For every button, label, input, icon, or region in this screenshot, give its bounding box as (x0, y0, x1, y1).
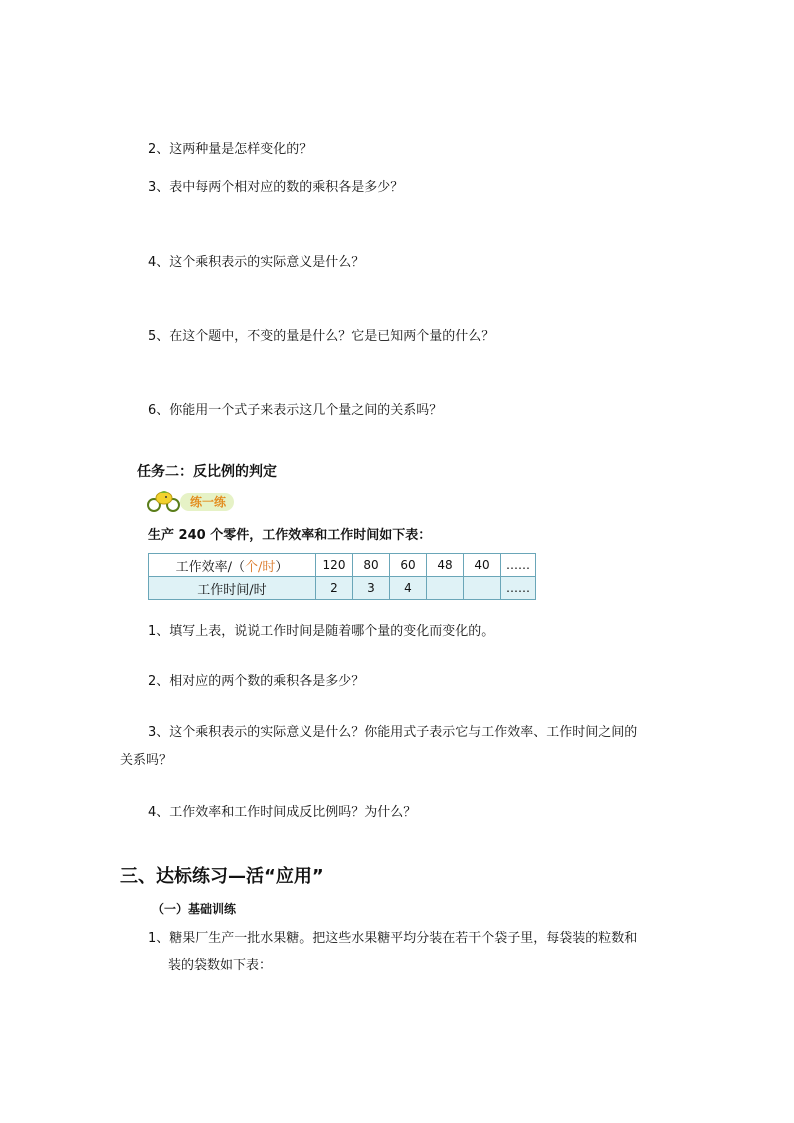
section-3-title: 三、达标练习—活“应用” (120, 866, 324, 887)
task2-question-1: 1、填写上表，说说工作时间是随着哪个量的变化而变化的。 (148, 624, 495, 639)
table-cell-empty (464, 577, 501, 600)
task2-title: 任务二：反比例的判定 (137, 464, 277, 480)
table-cell: …… (501, 577, 536, 600)
question-6: 6、你能用一个式子来表示这几个量之间的关系吗？ (148, 403, 443, 418)
question-5: 5、在这个题中，不变的量是什么？它是已知两个量的什么？ (148, 329, 495, 344)
task2-question-3-cont: 关系吗？ (120, 753, 173, 768)
table-cell: 2 (316, 577, 353, 600)
section3-question-1: 1、糖果厂生产一批水果糖。把这些水果糖平均分装在若干个袋子里，每袋装的粒数和 (148, 931, 638, 946)
bicycle-fruit-icon (146, 490, 182, 512)
table-cell-empty (427, 577, 464, 600)
row-header-efficiency: 工作效率/（个/时） (149, 554, 316, 577)
table-cell: 60 (390, 554, 427, 577)
table-cell: 3 (353, 577, 390, 600)
row-header-time: 工作时间/时 (149, 577, 316, 600)
problem-intro: 生产 240 个零件，工作效率和工作时间如下表： (148, 528, 432, 543)
work-table (148, 553, 536, 600)
section3-question-1-cont: 装的袋数如下表： (168, 958, 273, 973)
task2-question-2: 2、相对应的两个数的乘积各是多少？ (148, 674, 365, 689)
table-cell: 120 (316, 554, 353, 577)
table-row (149, 554, 536, 577)
basic-training-title: （一）基础训练 (152, 902, 237, 916)
practice-label: 练一练 (180, 493, 234, 511)
question-3: 3、表中每两个相对应的数的乘积各是多少？ (148, 180, 404, 195)
table-cell: 40 (464, 554, 501, 577)
task2-question-4: 4、工作效率和工作时间成反比例吗？为什么？ (148, 805, 417, 820)
practice-badge (146, 488, 242, 514)
task2-question-3: 3、这个乘积表示的实际意义是什么？你能用式子表示它与工作效率、工作时间之间的 (148, 725, 638, 740)
table-cell: 48 (427, 554, 464, 577)
table-row (149, 577, 536, 600)
table-cell: 80 (353, 554, 390, 577)
table-cell: …… (501, 554, 536, 577)
unit-label: 个/时 (244, 559, 276, 575)
question-2: 2、这两种量是怎样变化的？ (148, 142, 313, 157)
question-4: 4、这个乘积表示的实际意义是什么？ (148, 255, 365, 270)
table-cell: 4 (390, 577, 427, 600)
